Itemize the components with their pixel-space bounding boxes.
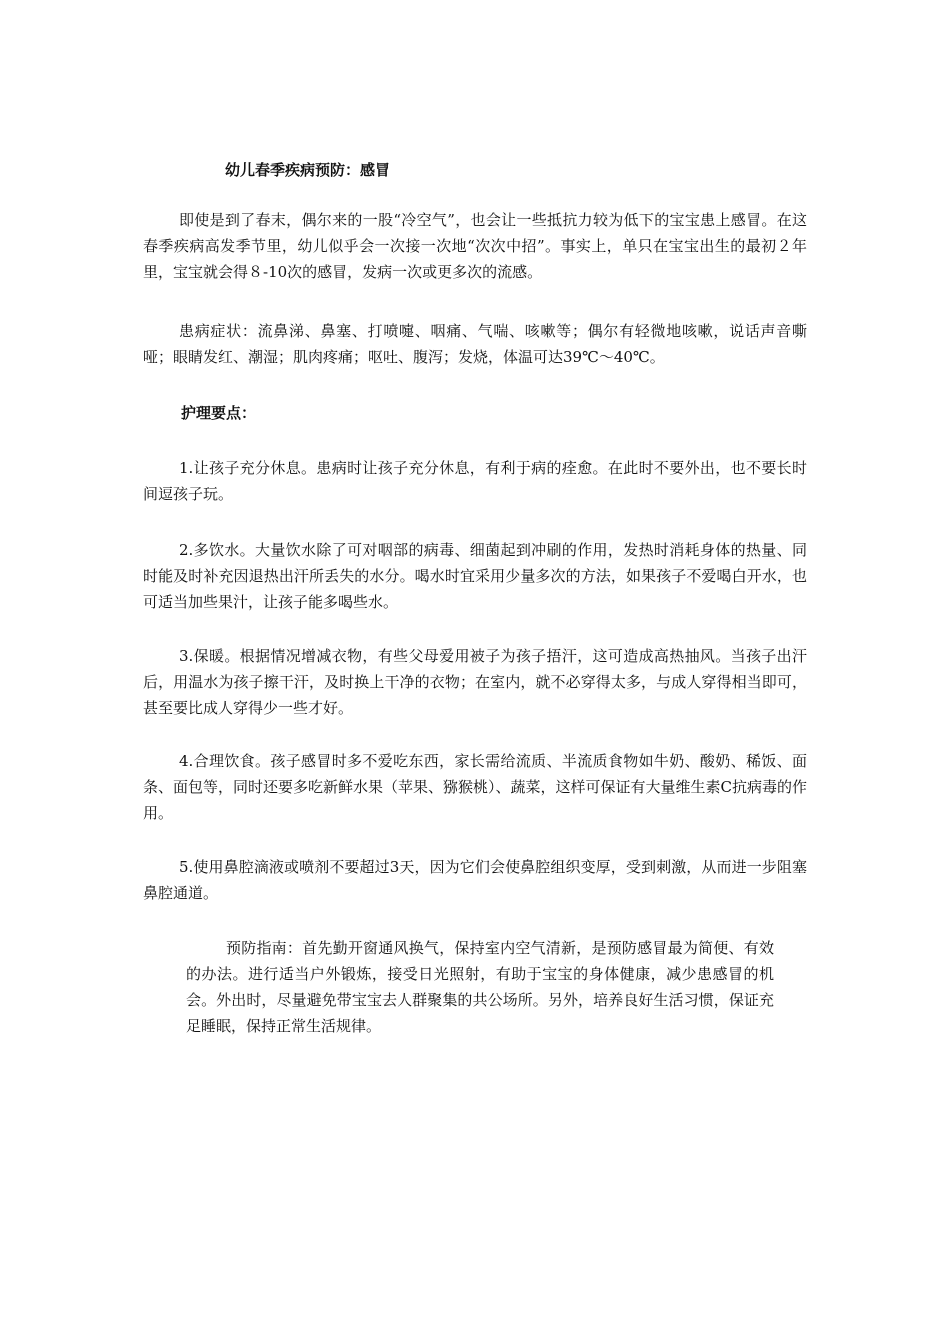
prevention-guide: 预防指南：首先勤开窗通风换气，保持室内空气清新，是预防感冒最为简便、有效的办法。进行适当户外锻炼，接受日光照射，有助于宝宝的身体健康，减少患感冒的机会。外出时，尽量避免带宝宝去人群聚集的共公场所。另外，培养良好生活习惯，保证充足睡眠，保持正常生活规律。: [186, 939, 774, 1035]
care-heading: 护理要点：: [181, 404, 257, 422]
care-point-1: 1.让孩子充分休息。患病时让孩子充分休息，有利于病的痊愈。在此时不要外出，也不要长时间逗孩子玩。: [143, 459, 807, 503]
care-point-3: 3.保暖。根据情况增减衣物，有些父母爱用被子为孩子捂汗，这可造成高热抽风。当孩子出汗后，用温水为孩子擦干汗，及时换上干净的衣物；在室内，就不必穿得太多，与成人穿得相当即可，甚至要比成人穿得少一些才好。: [143, 647, 807, 717]
care-point-5: 5.使用鼻腔滴液或喷剂不要超过3天，因为它们会使鼻腔组织变厚，受到刺激，从而进一步阻塞鼻腔通道。: [143, 858, 807, 902]
care-point-2: 2.多饮水。大量饮水除了可对咽部的病毒、细菌起到冲刷的作用，发热时消耗身体的热量、同时能及时补充因退热出汗所丢失的水分。喝水时宜采用少量多次的方法，如果孩子不爱喝白开水，也可适当加些果汁，让孩子能多喝些水。: [143, 541, 807, 611]
care-point-4: 4.合理饮食。孩子感冒时多不爱吃东西，家长需给流质、半流质食物如牛奶、酸奶、稀饭、面条、面包等，同时还要多吃新鲜水果（苹果、猕猴桃）、蔬菜，这样可保证有大量维生素C抗病毒的作用。: [143, 752, 807, 822]
document-title: 幼儿春季疾病预防：感冒: [225, 161, 391, 179]
symptoms-paragraph: 患病症状：流鼻涕、鼻塞、打喷嚏、咽痛、气喘、咳嗽等；偶尔有轻微地咳嗽，说话声音嘶哑；眼睛发红、潮湿；肌肉疼痛；呕吐、腹泻；发烧，体温可达39℃～40℃。: [143, 322, 807, 366]
intro-paragraph: 即使是到了春末，偶尔来的一股“冷空气”，也会让一些抵抗力较为低下的宝宝患上感冒。在这春季疾病高发季节里，幼儿似乎会一次接一次地“次次中招”。事实上，单只在宝宝出生的最初２年里，宝宝就会得８-10次的感冒，发病一次或更多次的流感。: [143, 211, 807, 281]
